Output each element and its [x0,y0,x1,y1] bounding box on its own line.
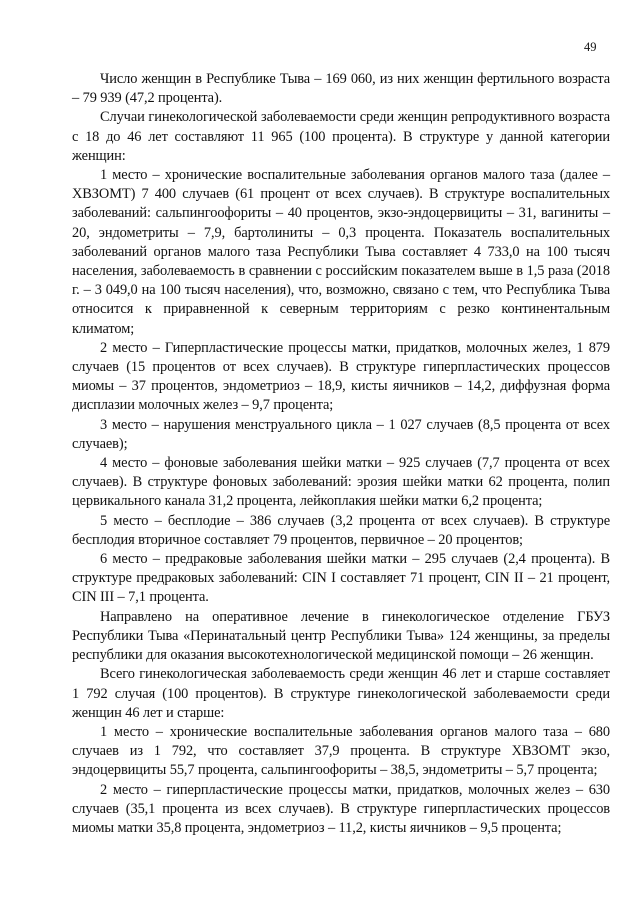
paragraph-place-1-inflammatory: 1 место – хронические воспалительные заболевания органов малого таза (далее – ХВЗОМТ) 7 400 случаев (61 процент от всех случаев). В структуре воспалительных заболеваний: сальпингоофориты – 40 процентов, экзо-эндоцервициты – 31, вагиниты – 20, эндометриты – 7,9, бартолиниты – 0,3 процента. Показатель воспалительных заболеваний органов малого таза Республики Тыва составляет 4 733,0 на 100 тысяч населения, заболеваемость в сравнении с российским показателем выше в 1,5 раза (2018 г. – 3 049,0 на 100 тысяч населения), что, возможно, связано с тем, что Республика Тыва относится к приравненной к северным территориям с резко континентальным климатом; [72,167,610,337]
page-number: 49 [584,40,597,54]
paragraph-46-plus-place-1: 1 место – хронические воспалительные заболевания органов малого таза – 680 случаев из 1 792, что составляет 37,9 процента. В структуре ХВЗОМТ экзо, эндоцервициты 55,7 процента, сальпингоофориты – 38,5, эндометриты – 5,7 процента; [72,723,610,779]
paragraph-place-3-menstrual: 3 место – нарушения менструального цикла – 1 027 случаев (8,5 процента от всех случаев); [72,416,610,452]
paragraph-reproductive-morbidity: Случаи гинекологической заболеваемости среди женщин репродуктивного возраста с 18 до 46 лет составляют 11 965 (100 процента). В структуре у данной категории женщин: [72,109,610,164]
paragraph-place-2-hyperplastic: 2 место – Гиперпластические процессы матки, придатков, молочных желез, 1 879 случаев (15 процентов от всех случаев). В структуре гиперпластических процессов миомы – 37 процентов, эндометриоз – 18,9, кисты яичников – 14,2, диффузная форма дисплазии молочных желез – 9,7 процента; [72,339,610,414]
paragraph-place-6-precancer: 6 место – предраковые заболевания шейки матки – 295 случаев (2,4 процента). В структуре предраковых заболеваний: CIN I составляет 71 процент, CIN II – 21 процент, CIN III – 7,1 процента. [72,551,610,606]
paragraph-place-4-cervical: 4 место – фоновые заболевания шейки матки – 925 случаев (7,7 процента от всех случаев). В структуре фоновых заболеваний: эрозия шейки матки 62 процента, полип цервикального канала 31,2 процента, лейкоплакия шейки матки 6,2 процента; [72,455,610,510]
paragraph-surgical-referral: Направлено на оперативное лечение в гинекологическое отделение ГБУЗ Республики Тыва «Перинатальный центр Республики Тыва» 124 женщины, за пределы республики для оказания высокотехнологической медицинской помощи – 26 женщин. [72,608,610,664]
document-body [72,70,610,838]
paragraph-46-plus-morbidity: Всего гинекологическая заболеваемость среди женщин 46 лет и старше составляет 1 792 случая (100 процентов). В структуре гинекологической заболеваемости среди женщин 46 лет и старше: [72,666,610,721]
paragraph-46-plus-place-2: 2 место – гиперпластические процессы матки, придатков, молочных желез – 630 случаев (35,1 процента из всех случаев). В структуре гиперпластических процессов миомы матки 35,8 процента, эндометриоз – 11,2, кисты яичников – 9,5 процента; [72,781,610,836]
paragraph-place-5-infertility: 5 место – бесплодие – 386 случаев (3,2 процента от всех случаев). В структуре бесплодия вторичное составляет 79 процентов, первичное – 20 процентов; [72,512,610,548]
paragraph-female-population: Число женщин в Республике Тыва – 169 060, из них женщин фертильного возраста – 79 939 (47,2 процента). [72,71,610,107]
